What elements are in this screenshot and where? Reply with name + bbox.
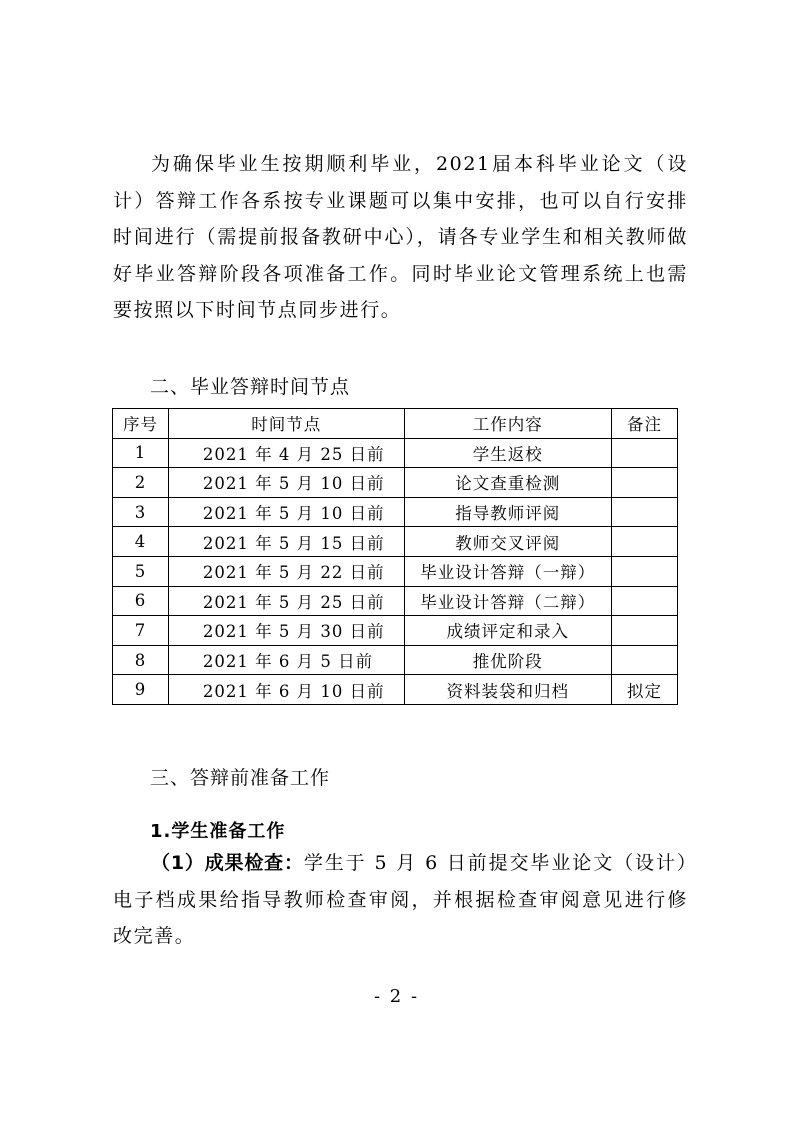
table-row	[113, 586, 678, 616]
row-date: 2021 年 5 月 10 日前	[168, 468, 404, 498]
table-header-row	[113, 409, 678, 439]
row-number: 1	[113, 438, 169, 468]
table-row	[113, 497, 678, 527]
column-header-remarks: 备注	[612, 409, 678, 439]
row-date: 2021 年 5 月 15 日前	[168, 527, 404, 557]
row-date: 2021 年 5 月 22 日前	[168, 556, 404, 586]
row-task: 论文查重检测	[404, 468, 612, 498]
row-note: 拟定	[612, 675, 678, 705]
row-note	[612, 645, 678, 675]
column-header-number: 序号	[113, 409, 169, 439]
row-date: 2021 年 4 月 25 日前	[168, 438, 404, 468]
row-task: 学生返校	[404, 438, 612, 468]
row-note	[612, 616, 678, 646]
item-results-check	[113, 845, 688, 955]
row-date: 2021 年 5 月 10 日前	[168, 497, 404, 527]
subsection-heading-student-preparation: 1.学生准备工作	[150, 821, 286, 842]
table-row	[113, 645, 678, 675]
row-note	[612, 497, 678, 527]
row-date: 2021 年 5 月 30 日前	[168, 616, 404, 646]
item-text: 学生于 5 月 6 日前提交毕业论文（设计）电子档成果给指导教师检查审阅，并根据检查审阅意见进行修改完善。	[113, 852, 688, 947]
row-task: 资料装袋和归档	[404, 675, 612, 705]
row-task: 指导教师评阅	[404, 497, 612, 527]
row-number: 9	[113, 675, 169, 705]
section-heading-defense-schedule: 二、毕业答辩时间节点	[150, 376, 351, 398]
row-task: 成绩评定和录入	[404, 616, 612, 646]
table-row	[113, 616, 678, 646]
row-note	[612, 527, 678, 557]
row-note	[612, 468, 678, 498]
row-number: 3	[113, 497, 169, 527]
page-number: - 2 -	[373, 986, 420, 1007]
table-row	[113, 438, 678, 468]
row-task: 毕业设计答辩（二辩）	[404, 586, 612, 616]
row-note	[612, 586, 678, 616]
section-heading-pre-defense-preparation: 三、答辩前准备工作	[150, 767, 331, 789]
row-number: 8	[113, 645, 169, 675]
table-row	[113, 556, 678, 586]
table-row	[113, 675, 678, 705]
row-task: 推优阶段	[404, 645, 612, 675]
table-row	[113, 527, 678, 557]
row-number: 2	[113, 468, 169, 498]
item-label: （1）成果检查：	[151, 852, 304, 874]
intro-paragraph: 为确保毕业生按期顺利毕业，2021届本科毕业论文（设计）答辩工作各系按专业课题可以集中安排，也可以自行安排时间进行（需提前报备教研中心），请各专业学生和相关教师做好毕业答辩阶段各项准备工作。同时毕业论文管理系统上也需要按照以下时间节点同步进行。	[113, 153, 688, 321]
row-date: 2021 年 6 月 10 日前	[168, 675, 404, 705]
row-number: 5	[113, 556, 169, 586]
defense-schedule-table	[112, 408, 678, 705]
row-note	[612, 556, 678, 586]
row-number: 6	[113, 586, 169, 616]
column-header-work-content: 工作内容	[404, 409, 612, 439]
table-row	[113, 468, 678, 498]
row-task: 毕业设计答辩（一辩）	[404, 556, 612, 586]
column-header-time-node: 时间节点	[168, 409, 404, 439]
row-date: 2021 年 6 月 5 日前	[168, 645, 404, 675]
row-note	[612, 438, 678, 468]
row-number: 4	[113, 527, 169, 557]
row-task: 教师交叉评阅	[404, 527, 612, 557]
row-date: 2021 年 5 月 25 日前	[168, 586, 404, 616]
row-number: 7	[113, 616, 169, 646]
